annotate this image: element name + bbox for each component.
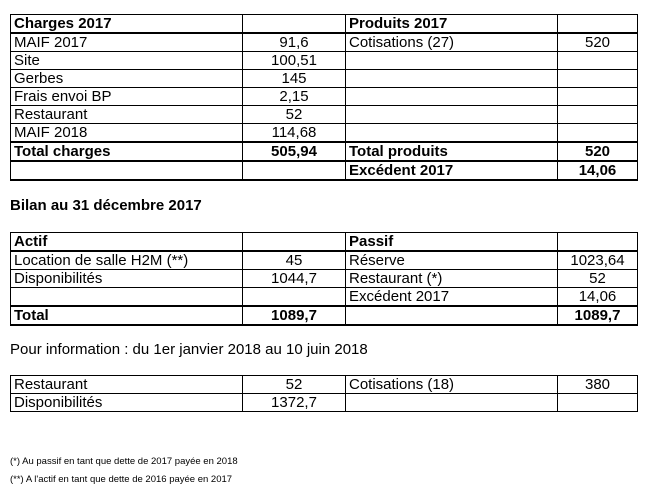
info-label: Disponibilités (11, 394, 243, 412)
charge-amount: 145 (243, 70, 346, 88)
bilan-title: Bilan au 31 décembre 2017 (10, 197, 202, 214)
produit-label (346, 106, 558, 124)
footnote-passif: (*) Au passif en tant que dette de 2017 payée en 2018 (10, 456, 238, 467)
table-header-row (11, 233, 638, 252)
table-row (11, 251, 638, 270)
header-passif: Passif (346, 233, 558, 252)
header-charges: Charges 2017 (11, 15, 243, 34)
info-label: Restaurant (11, 376, 243, 394)
passif-amount: 14,06 (558, 288, 638, 307)
bilan-table (10, 232, 638, 326)
actif-label: Location de salle H2M (**) (11, 251, 243, 270)
header-actif: Actif (11, 233, 243, 252)
total-actif-amount: 1089,7 (243, 306, 346, 325)
table-row (11, 70, 638, 88)
total-actif-label: Total (11, 306, 243, 325)
info-amount: 1372,7 (243, 394, 346, 412)
charge-amount: 52 (243, 106, 346, 124)
actif-amount (243, 288, 346, 307)
header-empty (243, 233, 346, 252)
produit-amount (558, 88, 638, 106)
charge-amount: 91,6 (243, 33, 346, 52)
total-charges-label: Total charges (11, 142, 243, 161)
total-row (11, 306, 638, 325)
produit-label (346, 70, 558, 88)
header-empty (243, 15, 346, 34)
produit-amount (558, 106, 638, 124)
table-header-row (11, 15, 638, 34)
charge-label: MAIF 2017 (11, 33, 243, 52)
info-text: Pour information : du 1er janvier 2018 au 10 juin 2018 (10, 341, 368, 358)
header-empty (558, 233, 638, 252)
charge-amount: 114,68 (243, 124, 346, 143)
passif-label: Excédent 2017 (346, 288, 558, 307)
table-row (11, 288, 638, 307)
total-produits-label: Total produits (346, 142, 558, 161)
charge-amount: 100,51 (243, 52, 346, 70)
info-amount (558, 394, 638, 412)
actif-amount: 1044,7 (243, 270, 346, 288)
actif-label: Disponibilités (11, 270, 243, 288)
charge-label: Frais envoi BP (11, 88, 243, 106)
table-row (11, 270, 638, 288)
charge-label: Site (11, 52, 243, 70)
total-passif-amount: 1089,7 (558, 306, 638, 325)
produit-amount: 520 (558, 33, 638, 52)
table-row (11, 33, 638, 52)
info-label: Cotisations (18) (346, 376, 558, 394)
empty-cell (243, 161, 346, 180)
charge-amount: 2,15 (243, 88, 346, 106)
header-empty (558, 15, 638, 34)
produit-label (346, 52, 558, 70)
footnote-actif: (**) A l'actif en tant que dette de 2016 payée en 2017 (10, 474, 233, 485)
compte-resultat-table (10, 14, 638, 181)
actif-amount: 45 (243, 251, 346, 270)
produit-label (346, 124, 558, 143)
table-row (11, 88, 638, 106)
total-row (11, 142, 638, 161)
passif-amount: 1023,64 (558, 251, 638, 270)
actif-label (11, 288, 243, 307)
produit-amount (558, 70, 638, 88)
info-table (10, 375, 638, 412)
passif-amount: 52 (558, 270, 638, 288)
excedent-label: Excédent 2017 (346, 161, 558, 180)
charge-label: Gerbes (11, 70, 243, 88)
info-label (346, 394, 558, 412)
excedent-amount: 14,06 (558, 161, 638, 180)
excedent-row (11, 161, 638, 180)
produit-amount (558, 52, 638, 70)
produit-label: Cotisations (27) (346, 33, 558, 52)
table-row (11, 376, 638, 394)
empty-cell (11, 161, 243, 180)
header-produits: Produits 2017 (346, 15, 558, 34)
total-produits-amount: 520 (558, 142, 638, 161)
total-passif-label (346, 306, 558, 325)
passif-label: Réserve (346, 251, 558, 270)
produit-label (346, 88, 558, 106)
table-row (11, 106, 638, 124)
passif-label: Restaurant (*) (346, 270, 558, 288)
info-amount: 380 (558, 376, 638, 394)
table-row (11, 52, 638, 70)
table-row (11, 124, 638, 143)
table-row (11, 394, 638, 412)
produit-amount (558, 124, 638, 143)
info-amount: 52 (243, 376, 346, 394)
total-charges-amount: 505,94 (243, 142, 346, 161)
charge-label: MAIF 2018 (11, 124, 243, 143)
charge-label: Restaurant (11, 106, 243, 124)
